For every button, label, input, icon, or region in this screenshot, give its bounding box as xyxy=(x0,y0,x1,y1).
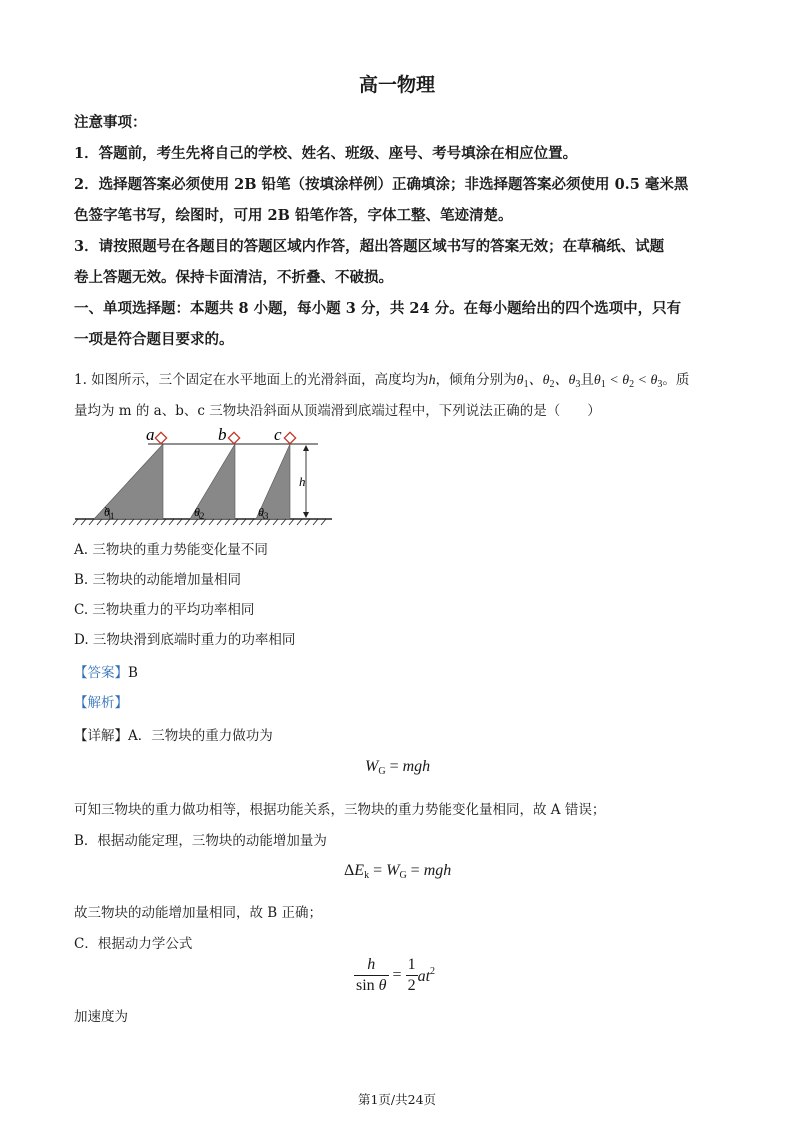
question-1-stem-line-1: 1. 如图所示，三个固定在水平地面上的光滑斜面，高度均为h，倾角分别为$\theta_1$、$\theta_2$、$\theta_3$且$\theta_1 < \theta_2 < \theta_3$。质 xyxy=(74,372,690,390)
section-heading-line-1: 一、单项选择题：本题共 8 小题，每小题 3 分，共 24 分。在每小题给出的四个选项中，只有 xyxy=(74,300,682,317)
label-a: a xyxy=(146,425,155,444)
label-h: h xyxy=(299,474,306,489)
label-b: b xyxy=(218,425,227,444)
notice-item-3-line-1: 3．请按照题号在各题目的答题区域内作答，超出答题区域书写的答案无效；在草稿纸、试题 xyxy=(74,238,665,255)
detail-b-conclusion: 故三物块的动能增加量相同，故 B 正确； xyxy=(74,905,323,921)
angle-label-3: $\theta_3$ xyxy=(258,505,269,521)
page-title: 高一物理 xyxy=(358,74,435,96)
notice-item-3-line-2: 卷上答题无效。保持卡面清洁，不折叠、不破损。 xyxy=(74,269,393,286)
angle-label-1: $\theta_1$ xyxy=(104,505,115,521)
detail-c-line: C．根据动力学公式 xyxy=(74,936,193,952)
notice-heading: 注意事项： xyxy=(74,114,147,131)
formula-kinetic-energy: $\Delta E_k = W_G$ = mgh xyxy=(344,862,452,881)
option-c: C. 三物块重力的平均功率相同 xyxy=(74,602,255,618)
option-a: A. 三物块的重力势能变化量不同 xyxy=(74,542,268,558)
notice-item-2-line-1: 2．选择题答案必须使用 2B 铅笔（按填涂样例）正确填涂；非选择题答案必须使用 0.5 毫米黑 xyxy=(74,176,689,193)
angle-label-2: $\theta_2$ xyxy=(194,505,205,521)
detail-a-line: 【详解】A．三物块的重力做功为 xyxy=(74,728,273,744)
formula-kinematics: $\frac{h}{\text{sin θ}}$ = $\frac{1}{2}$ $at^2$ xyxy=(356,956,436,994)
block-a xyxy=(155,432,166,443)
answer-label: 【答案】 xyxy=(74,665,128,681)
block-c xyxy=(284,432,295,443)
answer-value: B xyxy=(128,665,138,681)
block-b xyxy=(228,432,239,443)
formula-work-gravity: $W_G$ = mgh xyxy=(365,758,431,777)
detail-b-line: B．根据动能定理，三物块的动能增加量为 xyxy=(74,833,327,849)
notice-item-1: 1．答题前，考生先将自己的学校、姓名、班级、座号、考号填涂在相应位置。 xyxy=(74,145,578,162)
detail-c-acceleration: 加速度为 xyxy=(74,1009,128,1025)
question-1-stem-line-2: 量均为 m 的 a、b、c 三物块沿斜面从顶端滑到底端过程中，下列说法正确的是（ ） xyxy=(74,403,601,419)
option-b: B. 三物块的动能增加量相同 xyxy=(74,572,242,588)
detail-a-conclusion: 可知三物块的重力做功相等，根据功能关系，三物块的重力势能变化量相同，故 A 错误； xyxy=(74,802,606,818)
option-d: D. 三物块滑到底端时重力的功率相同 xyxy=(74,632,296,648)
inclines-figure xyxy=(70,420,340,530)
label-c: c xyxy=(274,425,282,444)
section-heading-line-2: 一项是符合题目要求的。 xyxy=(74,331,234,348)
analysis-label: 【解析】 xyxy=(74,695,128,711)
notice-item-2-line-2: 色签字笔书写，绘图时，可用 2B 铅笔作答，字体工整、笔迹清楚。 xyxy=(74,207,513,224)
answer-line xyxy=(74,661,138,681)
page-footer: 第1页/共24页 xyxy=(357,1092,437,1107)
